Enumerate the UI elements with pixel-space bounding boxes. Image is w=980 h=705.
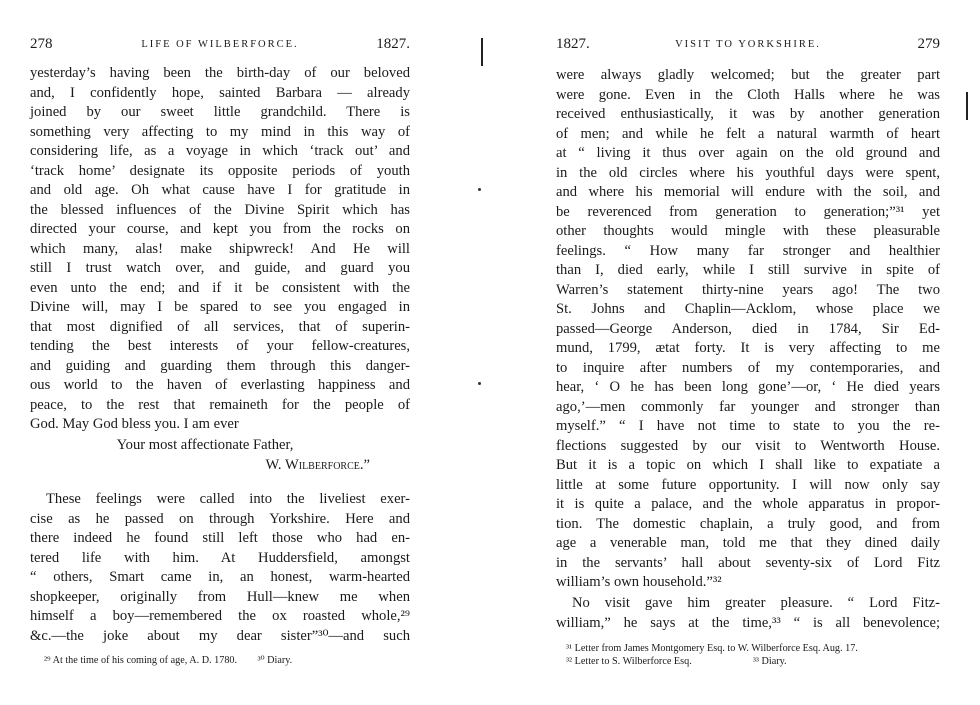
text-line: and where his memorial will endure with the soil, and — [556, 184, 940, 200]
right-year: 1827. — [556, 36, 590, 52]
closing-line: Your most affectionate Father, — [116, 437, 294, 453]
text-line: and old age. Oh what cause have I for gratitude in — [30, 182, 410, 198]
text-line: flections suggested by our visit to Wentworth House. — [556, 437, 940, 454]
text-line: other thoughts would mingle with these pleasurable — [556, 223, 940, 239]
text-line: at “ living it thus over again on the old ground and — [556, 145, 940, 161]
text-line: there indeed he found still left those who had en- — [30, 530, 410, 546]
text-line: tion. The domestic chaplain, a truly good, and from — [556, 515, 940, 532]
text-line: No visit gave him greater pleasure. “ Lord Fitz- — [572, 595, 940, 611]
text-line: the blessed influences of the Divine Spirit which has — [30, 201, 410, 218]
text-line: ago,’—men commonly far younger and stronger than — [556, 398, 940, 415]
letter-closing — [30, 436, 410, 475]
text-line: peace, to the rest that remaineth for the people of — [30, 396, 410, 413]
right-page — [556, 0, 940, 705]
right-body-text — [556, 66, 940, 593]
text-line: little at some future opportunity. I will now only say — [556, 476, 940, 493]
text-line: feelings. “ How many far stronger and healthier — [556, 242, 940, 259]
text-line: God. May God bless you. I am ever — [30, 416, 239, 432]
text-line: william,” he says at the time,³³ “ is all benevolence; — [556, 614, 940, 631]
text-line: it is quite a palace, and the whole apparatus in propor- — [556, 496, 940, 512]
text-line: to inquire after numbers of my contemporaries, and — [556, 359, 940, 376]
right-running-header — [556, 36, 940, 56]
text-line: considering life, as a voyage in which ‘track out’ and — [30, 143, 410, 159]
text-line: &c.—the joke about my dear sister”³⁰—and such — [30, 627, 410, 644]
text-line: even unto the end; and if it be consistent with the — [30, 279, 410, 296]
right-running-title: VISIT TO YORKSHIRE. — [675, 39, 821, 50]
text-line: But it is a topic on which I shall like to expatiate a — [556, 457, 940, 473]
right-paragraph-2 — [556, 594, 940, 633]
text-line: “ others, Smart came in, an honest, warm-hearted — [30, 569, 410, 585]
text-line: hear, ‘ O he has been long gone’—or, ‘ He died years — [556, 379, 940, 395]
text-line: myself.” “ I have not time to state to you the re- — [556, 418, 940, 434]
left-running-header — [30, 36, 410, 56]
text-line: in the servants’ hall about seventy-six of Lord Fitz — [556, 554, 940, 571]
text-line: which many, alas! make shipwreck! And He will — [30, 240, 410, 257]
right-footnotes — [556, 642, 940, 668]
left-running-title: LIFE OF WILBERFORCE. — [141, 39, 299, 50]
text-line: shopkeeper, originally from Hull—knew me when — [30, 588, 410, 605]
text-line: william’s own household.”³² — [556, 574, 722, 590]
text-line: and guiding and guarding them through this danger- — [30, 357, 410, 374]
text-line: ous world to the haven of everlasting happiness and — [30, 377, 410, 393]
text-line: Divine will, may I be spared to see you engaged in — [30, 299, 410, 315]
footnote: ³² Letter to S. Wilberforce Esq. ³³ Diary. — [566, 656, 787, 667]
text-line: were always gladly welcomed; but the greater part — [556, 67, 940, 83]
text-line: be reverenced from generation to generation;”³¹ yet — [556, 203, 940, 220]
text-line: of men; and while he felt a natural warmth of heart — [556, 125, 940, 142]
text-line: and, I confidently hope, sainted Barbara — already — [30, 84, 410, 101]
text-line: mund, 1799, ætat forty. It is very affecting to me — [556, 340, 940, 356]
left-footnotes — [30, 654, 410, 667]
text-line: St. Johns and Chaplin—Acklom, whose place we — [556, 301, 940, 317]
edge-mark-right — [966, 92, 968, 120]
left-year: 1827. — [376, 36, 410, 52]
text-line: were gone. Even in the Cloth Halls where he was — [556, 86, 940, 103]
text-line: passed—George Anderson, died in 1784, Sir Ed- — [556, 320, 940, 337]
right-page-number: 279 — [917, 36, 940, 52]
footnote: ³¹ Letter from James Montgomery Esq. to W. Wilberforce Esq. Aug. 17. — [566, 643, 858, 654]
text-line: himself a boy—remembered the ox roasted whole,²⁹ — [30, 608, 410, 624]
left-page — [30, 0, 410, 705]
text-line: yesterday’s having been the birth-day of our beloved — [30, 65, 410, 81]
gutter-dot — [478, 188, 481, 191]
text-line: Warren’s statement thirty-nine years ago! The two — [556, 281, 940, 298]
gutter-mark-top — [481, 38, 483, 66]
text-line: age a venerable man, told me that they dined daily — [556, 535, 940, 551]
text-line: still I trust watch over, and guide, and guard you — [30, 260, 410, 276]
text-line: in the old circles where his youthful days were spent, — [556, 164, 940, 181]
text-line: received enthusiastically, it was by another generation — [556, 106, 940, 122]
left-body-text — [30, 64, 410, 435]
text-line: cise as he passed on through Yorkshire. Here and — [30, 510, 410, 527]
text-line: directed your course, and kept you from the rocks on — [30, 221, 410, 237]
footnote: ²⁹ At the time of his coming of age, A. D. 1780. ³⁰ Diary. — [44, 655, 293, 666]
text-line: joined by our sweet little grandchild. There is — [30, 104, 410, 120]
gutter-dot — [478, 382, 481, 385]
text-line: tered life with him. At Huddersfield, amongst — [30, 549, 410, 566]
text-line: These feelings were called into the liveliest exer- — [46, 491, 410, 507]
text-line: that most dignified of all services, that of superin- — [30, 318, 410, 335]
left-page-number: 278 — [30, 36, 53, 52]
signature-line: W. Wilberforce.” — [265, 456, 370, 473]
text-line: tending the best interests of your fellow-creatures, — [30, 338, 410, 354]
text-line: something very affecting to my mind in this way of — [30, 123, 410, 140]
left-paragraph-2 — [30, 490, 410, 646]
text-line: ‘track home’ designate its opposite periods of youth — [30, 162, 410, 179]
text-line: than I, died early, while I still survive in spite of — [556, 262, 940, 278]
